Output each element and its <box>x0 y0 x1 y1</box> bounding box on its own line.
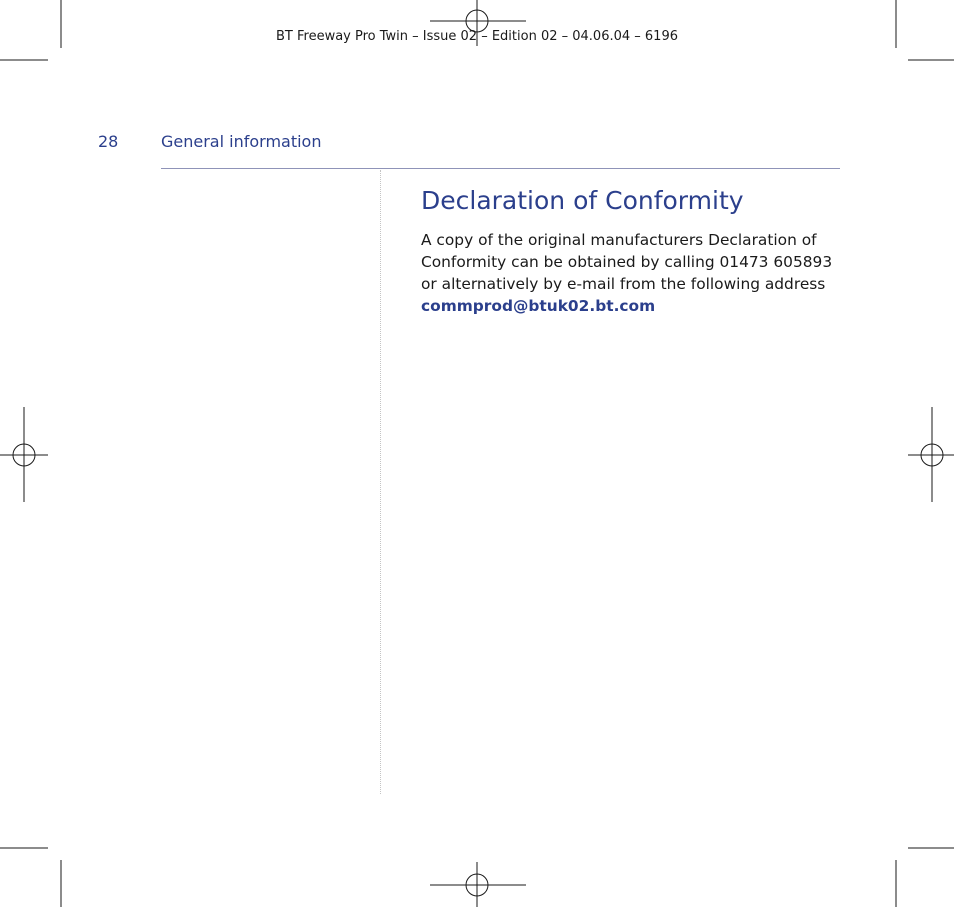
registration-mark-right <box>908 407 954 502</box>
body-paragraph <box>421 229 831 317</box>
page-number: 28 <box>98 132 119 151</box>
body-line: A copy of the original manufacturers Declaration of <box>421 231 817 249</box>
registration-mark-bottom <box>430 862 526 907</box>
header-rule <box>161 168 840 169</box>
column-divider <box>380 170 381 794</box>
section-title: General information <box>161 132 322 151</box>
print-slug: BT Freeway Pro Twin – Issue 02 – Edition 02 – 04.06.04 – 6196 <box>275 29 678 44</box>
body-line: Conformity can be obtained by calling 01473 605893 <box>421 253 833 271</box>
page-heading: Declaration of Conformity <box>421 186 744 215</box>
registration-mark-left <box>0 407 48 502</box>
body-line: or alternatively by e-mail from the following address <box>421 275 826 293</box>
email-address: commprod@btuk02.bt.com <box>421 297 656 315</box>
